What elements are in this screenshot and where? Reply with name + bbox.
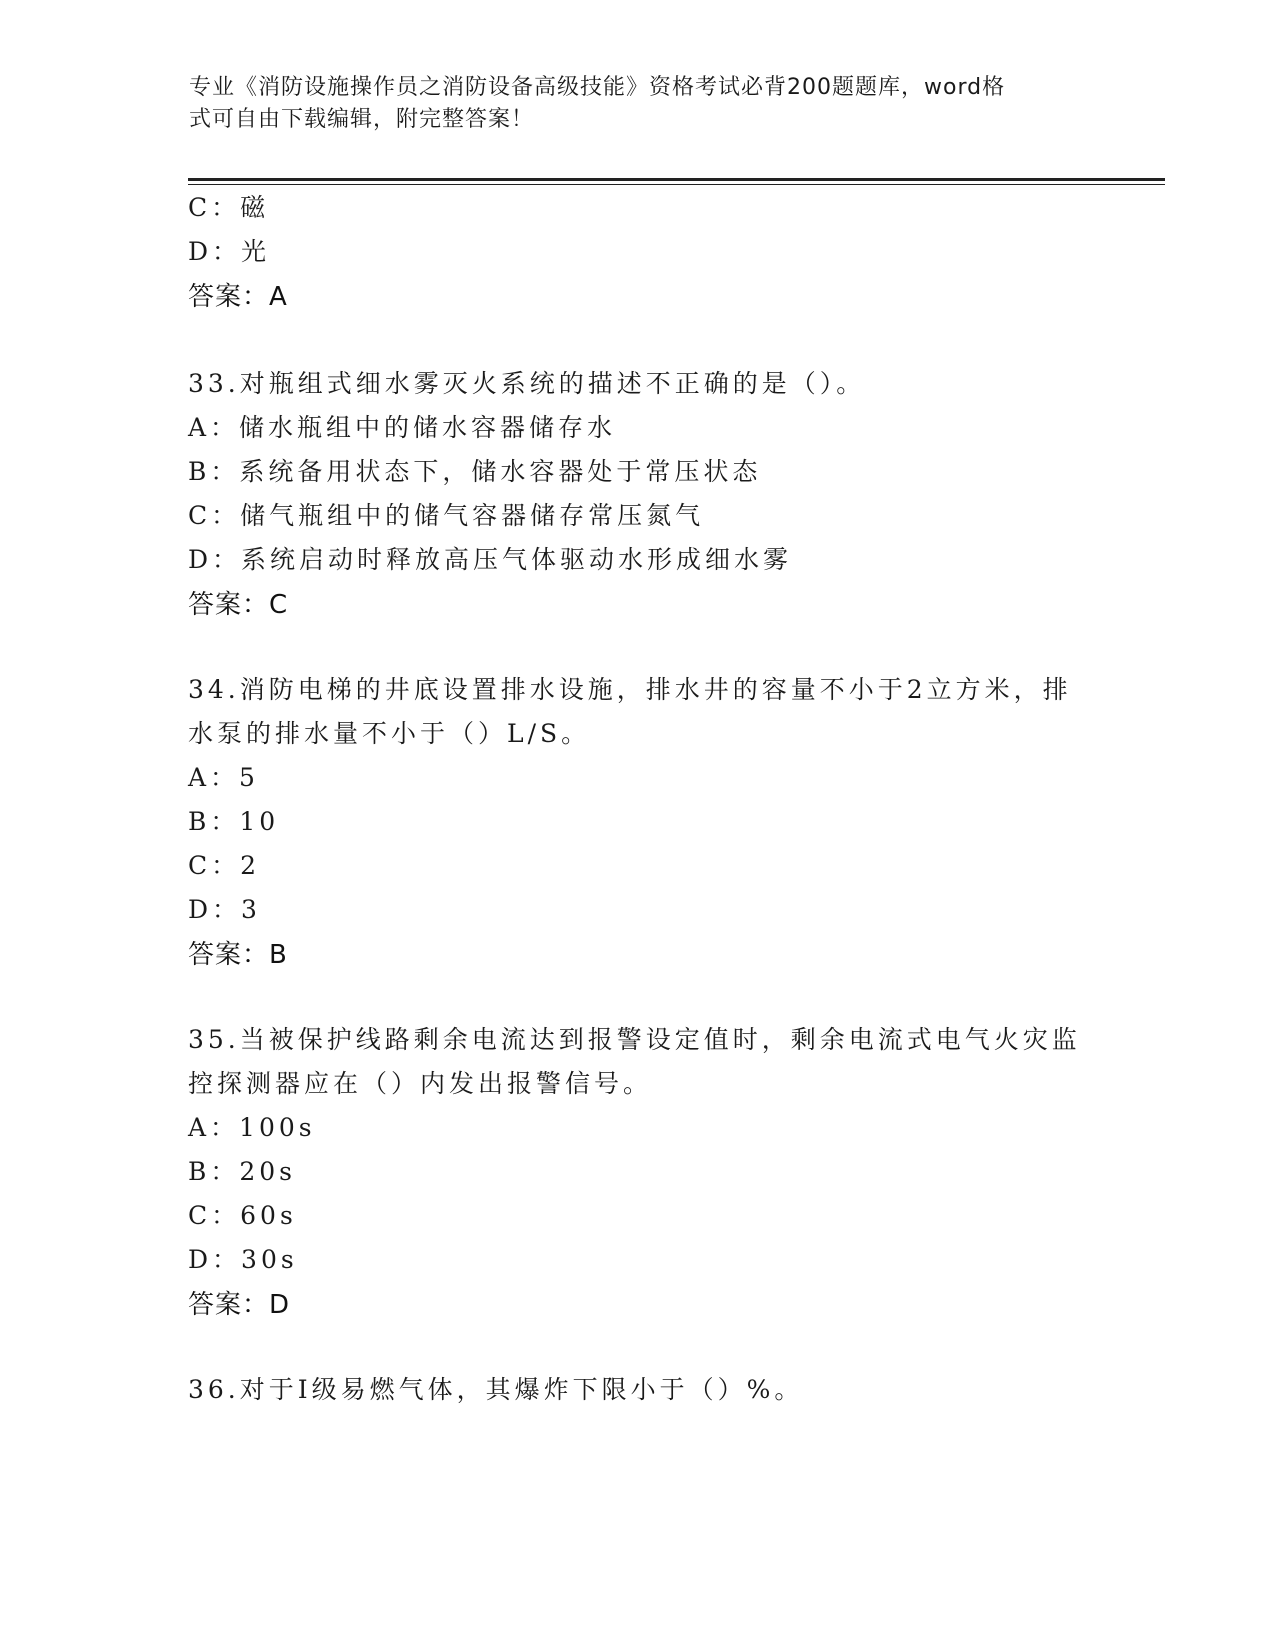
q35-option-a: A：100s	[188, 1113, 316, 1142]
q34-option-a: A：5	[188, 763, 259, 792]
q33-stem: 33.对瓶组式细水雾灭火系统的描述不正确的是（）。	[188, 369, 866, 398]
q35-stem-line-2: 控探测器应在（）内发出报警信号。	[188, 1069, 653, 1098]
q32-option-d: D：光	[188, 237, 271, 266]
q34-option-b: B：10	[188, 807, 280, 836]
q33-option-c: C：储气瓶组中的储气容器储存常压氮气	[188, 501, 705, 530]
page-header	[189, 72, 1089, 136]
q34-option-d: D：3	[188, 895, 261, 924]
q35-option-c: C：60s	[188, 1201, 297, 1230]
q35-option-d: D：30s	[188, 1245, 298, 1274]
q36-stem: 36.对于Ⅰ级易燃气体，其爆炸下限小于（）%。	[188, 1375, 804, 1404]
q35-option-b: B：20s	[188, 1157, 297, 1186]
q34-option-c: C：2	[188, 851, 261, 880]
q33-answer: 答案：C	[188, 590, 289, 620]
header-divider-thin	[188, 184, 1165, 185]
q34-stem-line-2: 水泵的排水量不小于（）L/S。	[188, 719, 591, 748]
q34-stem-line-1: 34.消防电梯的井底设置排水设施，排水井的容量不小于2立方米，排	[188, 675, 1072, 704]
q32-option-c: C：磁	[188, 193, 270, 222]
q33-option-a: A：储水瓶组中的储水容器储存水	[188, 413, 617, 442]
q32-answer: 答案：A	[188, 282, 288, 312]
q33-option-d: D：系统启动时释放高压气体驱动水形成细水雾	[188, 545, 793, 574]
q34-answer: 答案：B	[188, 940, 288, 970]
header-line-2: 式可自由下载编辑，附完整答案！	[189, 107, 535, 132]
q35-stem-line-1: 35.当被保护线路剩余电流达到报警设定值时，剩余电流式电气火灾监	[188, 1025, 1081, 1054]
q35-answer: 答案：D	[188, 1290, 291, 1320]
header-divider-thick	[188, 178, 1165, 181]
q33-option-b: B：系统备用状态下，储水容器处于常压状态	[188, 457, 762, 486]
header-line-1: 专业《消防设施操作员之消防设备高级技能》资格考试必背200题题库，word格	[189, 75, 1006, 100]
